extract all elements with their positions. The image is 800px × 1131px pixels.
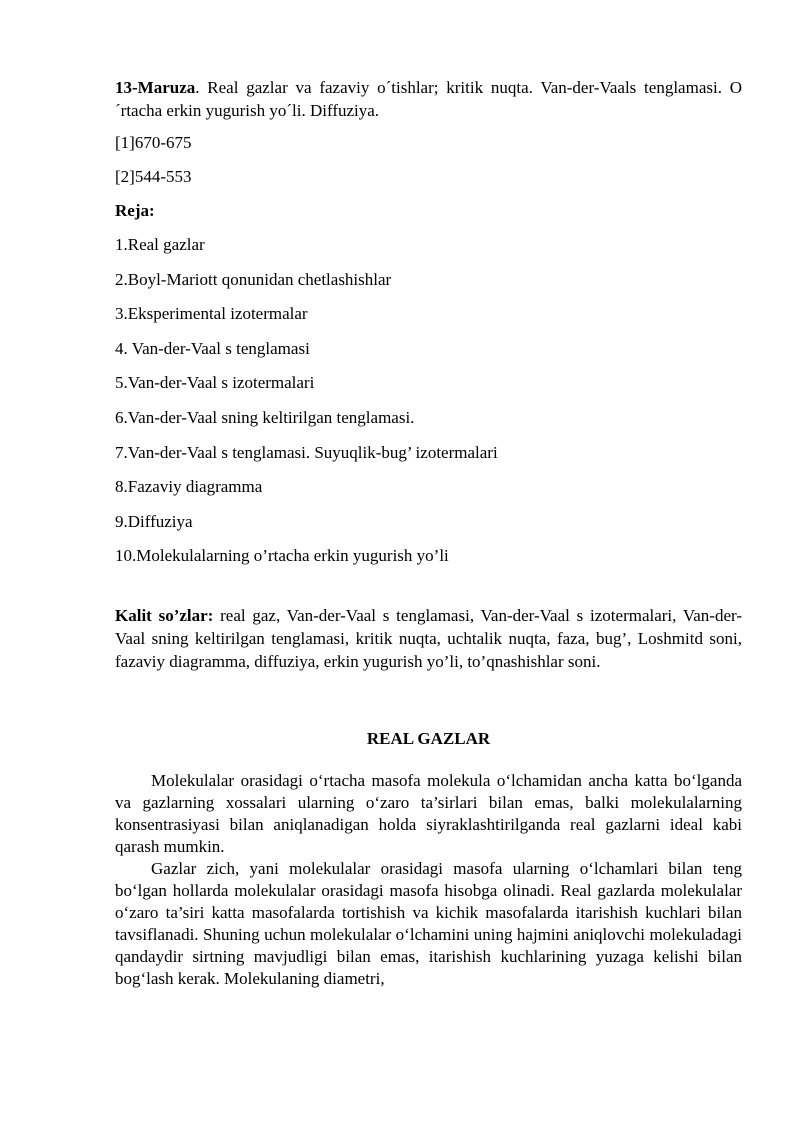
lecture-heading bbox=[115, 76, 742, 122]
body-paragraph: Molekulalar orasidagi o‘rtacha masofa molekula o‘lchamidan ancha katta bo‘lganda va gazlarning xossalari ularning o‘zaro ta’sirlari bilan emas, balki molekulalarning konsentrasiyasi bilan aniqlanadigan holda siyraklashtirilganda real gazlarni ideal kabi qarash mumkin. bbox=[115, 771, 742, 857]
plan-item: 2.Boyl-Mariott qonunidan chetlashishlar bbox=[115, 269, 392, 289]
plan-item: 6.Van-der-Vaal sning keltirilgan tenglamasi. bbox=[115, 407, 415, 427]
reference-1: [1]670-675 bbox=[115, 133, 192, 152]
keywords-label: Kalit so’zlar: bbox=[115, 606, 214, 626]
document-page bbox=[115, 76, 742, 990]
plan-item: 9.Diffuziya bbox=[115, 511, 193, 531]
body-paragraph: Gazlar zich, yani molekulalar orasidagi masofa ularning o‘lchamlari bilan teng bo‘lgan hollarda molekulalar orasidagi masofa hisobga olinadi. Real gazlarda molekulalar o‘zaro ta’siri katta masofalarda tortishish va kichik masofalarda itarishish kuchlari bilan tavsiflanadi. Shuning uchun molekulalar o‘lchamini uning hajmini aniqlovchi molekuladagi qandaydir sirtning mavjudligi bilan emas, itarishish kuchlarining yuzaga kelishi bilan bog‘lash kerak. Molekulaning diametri, bbox=[115, 859, 742, 989]
reference-2: [2]544-553 bbox=[115, 167, 192, 186]
plan-list bbox=[115, 234, 742, 567]
plan-label: Reja: bbox=[115, 201, 155, 220]
plan-item: 3.Eksperimental izotermalar bbox=[115, 304, 308, 324]
plan-item: 5.Van-der-Vaal s izotermalari bbox=[115, 373, 315, 393]
plan-item: 10.Molekulalarning o’rtacha erkin yugurish yo’li bbox=[115, 546, 449, 566]
plan-item: 4. Van-der-Vaal s tenglamasi bbox=[115, 338, 310, 358]
lecture-number: 13-Maruza bbox=[115, 78, 196, 97]
plan-item: 1.Real gazlar bbox=[115, 235, 205, 254]
section-title: REAL GAZLAR bbox=[366, 729, 491, 749]
keywords-text: real gaz, Van-der-Vaal s tenglamasi, Van-der-Vaal s izotermalari, Van-der-Vaal sning keltirilgan tenglamasi, kritik nuqta, uchtalik nuqta, faza, bug’, Loshmitd soni, fazaviy diagramma, diffuziya, erkin yugurish yo’li, to’qnashishlar soni. bbox=[115, 606, 742, 672]
lecture-heading-text: . Real gazlar va fazaviy o´tishlar; kritik nuqta. Van-der-Vaals tenglamasi. O´rtacha erkin yugurish yo´li. Diffuziya. bbox=[115, 78, 742, 120]
plan-item: 7.Van-der-Vaal s tenglamasi. Suyuqlik-bug’ izotermalari bbox=[115, 442, 498, 462]
plan-item: 8.Fazaviy diagramma bbox=[115, 477, 263, 497]
keywords-paragraph bbox=[115, 604, 742, 673]
